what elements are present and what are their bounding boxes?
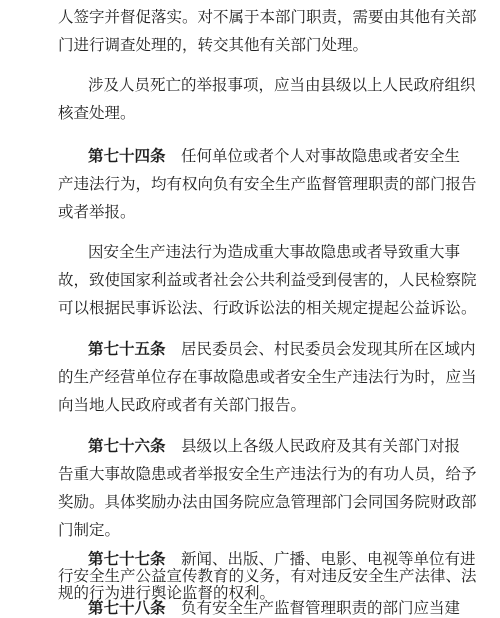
article-heading-line — [88, 146, 490, 166]
text-line — [58, 395, 490, 415]
line-text: 核查处理。 — [58, 104, 136, 122]
line-text: 或者举报。 — [58, 203, 136, 221]
line-text: 涉及人员死亡的举报事项，应当由县级以上人民政府组织 — [88, 76, 476, 94]
line-text: 县级以上各级人民政府及其有关部门对报 — [181, 437, 461, 455]
line-text: 因安全生产违法行为造成重大事故隐患或者导致重大事 — [88, 243, 461, 261]
line-text: 负有安全生产监督管理职责的部门应当建 — [181, 599, 461, 617]
text-line — [58, 174, 490, 194]
article-heading-line — [88, 339, 490, 359]
line-text: 向当地人民政府或者有关部门报告。 — [58, 396, 307, 414]
line-text: 可以根据民事诉讼法、行政诉讼法的相关规定提起公益诉讼。 — [58, 299, 477, 317]
text-line — [88, 75, 490, 95]
article-number: 第七十七条 — [88, 549, 166, 568]
text-line — [58, 270, 490, 290]
line-text: 门制定。 — [58, 521, 121, 539]
line-text: 居民委员会、村民委员会发现其所在区域内 — [181, 340, 476, 358]
text-line — [58, 298, 490, 318]
text-line — [58, 35, 490, 55]
text-line — [58, 492, 490, 512]
text-line — [58, 367, 490, 387]
text-line — [58, 7, 490, 27]
text-line — [58, 202, 490, 222]
text-line — [58, 103, 490, 123]
article-number: 第七十四条 — [88, 146, 166, 165]
text-line — [88, 242, 490, 262]
line-text: 新闻、出版、广播、电影、电视等单位有进 — [181, 550, 476, 568]
line-text: 任何单位或者个人对事故隐患或者安全生 — [181, 147, 461, 165]
line-text: 产违法行为，均有权向负有安全生产监督管理职责的部门报告 — [58, 175, 477, 193]
line-text: 告重大事故隐患或者举报安全生产违法行为的有功人员，给予 — [58, 465, 477, 483]
line-text: 规的行为进行舆论监督的权利。 — [58, 584, 276, 602]
article-heading-line — [88, 436, 490, 456]
line-text: 奖励。具体奖励办法由国务院应急管理部门会同国务院财政部 — [58, 493, 477, 511]
line-text: 人签字并督促落实。对不属于本部门职责，需要由其他有关部 — [58, 8, 477, 26]
text-line — [58, 603, 490, 604]
text-line — [58, 520, 490, 540]
article-number: 第七十六条 — [88, 436, 166, 455]
article-number: 第七十五条 — [88, 339, 166, 358]
line-text: 行安全生产公益宣传教育的义务，有对违反安全生产法律、法 — [58, 567, 477, 585]
line-text: 故，致使国家利益或者社会公共利益受到侵害的，人民检察院 — [58, 271, 477, 289]
text-line — [58, 464, 490, 484]
line-text: 门进行调查处理的，转交其他有关部门处理。 — [58, 36, 369, 54]
line-text: 的生产经营单位存在事故隐患或者安全生产违法行为时，应当 — [58, 368, 477, 386]
article-number: 第七十八条 — [88, 598, 166, 617]
